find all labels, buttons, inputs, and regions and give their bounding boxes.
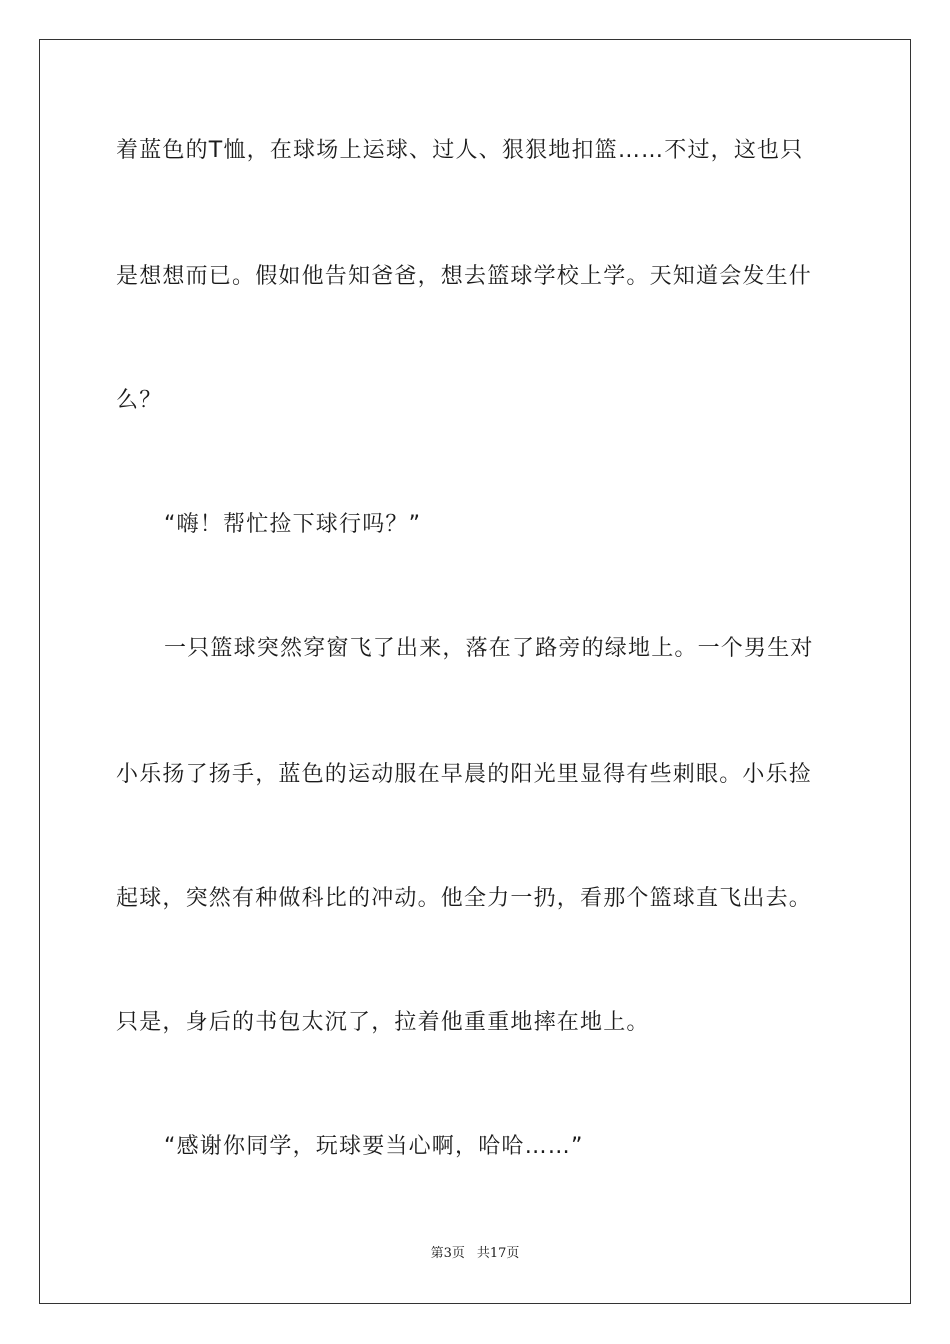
text-line: 是想想而已。假如他告知爸爸，想去篮球学校上学。天知道会发生什 (116, 264, 813, 289)
text-line: 小乐扬了扬手，蓝色的运动服在早晨的阳光里显得有些刺眼。小乐捡 (116, 762, 813, 787)
text-line: 起球，突然有种做科比的冲动。他全力一扔，看那个篮球直飞出去。 (116, 886, 813, 911)
text-line: “感谢你同学，玩球要当心啊，哈哈……” (164, 1134, 584, 1159)
text-line: 只是，身后的书包太沉了，拉着他重重地摔在地上。 (116, 1010, 650, 1035)
text-line: 着蓝色的T恤，在球场上运球、过人、狠狠地扣篮……不过，这也只 (116, 138, 804, 163)
text-line: “嗨！帮忙捡下球行吗？” (164, 512, 422, 537)
page-total: 共17页 (476, 1246, 520, 1261)
page-border (39, 39, 911, 1304)
page-number: 第3页 (430, 1246, 465, 1261)
text-line: 么？ (116, 388, 163, 413)
page-footer (0, 1245, 950, 1263)
text-line: 一只篮球突然穿窗飞了出来，落在了路旁的绿地上。一个男生对 (164, 636, 814, 661)
